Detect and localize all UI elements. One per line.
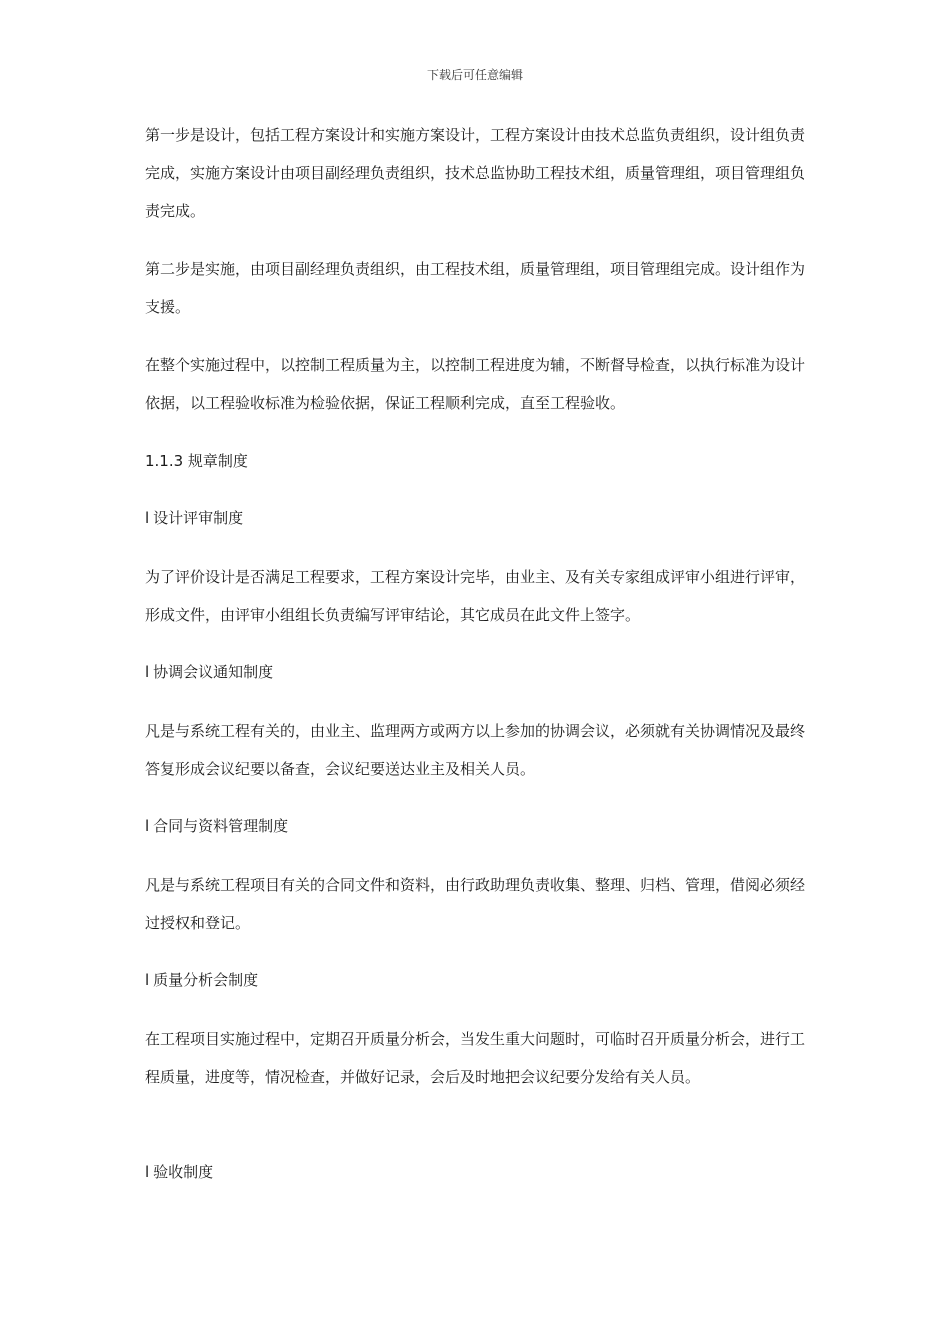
paragraph-design-step: 第一步是设计，包括工程方案设计和实施方案设计，工程方案设计由技术总监负责组织，设计组负责完成，实施方案设计由项目副经理负责组织，技术总监协助工程技术组，质量管理组，项目管理组负责完成。 <box>145 126 806 220</box>
bullet-title: 协调会议通知制度 <box>153 663 274 681</box>
bullet-title: 合同与资料管理制度 <box>153 817 289 835</box>
bullet-heading-coordination-meeting <box>145 653 273 691</box>
bullet-marker: l <box>145 971 150 989</box>
paragraph-coordination-meeting: 凡是与系统工程有关的，由业主、监理两方或两方以上参加的协调会议，必须就有关协调情况及最终答复形成会议纪要以备查，会议纪要送达业主及相关人员。 <box>145 722 806 778</box>
bullet-heading-contract-management <box>145 807 288 845</box>
paragraph-process-control: 在整个实施过程中，以控制工程质量为主，以控制工程进度为辅，不断督导检查，以执行标准为设计依据，以工程验收标准为检验依据，保证工程顺利完成，直至工程验收。 <box>145 356 806 412</box>
bullet-marker: l <box>145 663 150 681</box>
header-note: 下载后可任意编辑 <box>426 68 523 82</box>
bullet-title: 设计评审制度 <box>153 509 244 527</box>
bullet-marker: l <box>145 817 150 835</box>
paragraph-quality-analysis: 在工程项目实施过程中，定期召开质量分析会，当发生重大问题时，可临时召开质量分析会，进行工程质量，进度等，情况检查，并做好记录，会后及时地把会议纪要分发给有关人员。 <box>145 1030 806 1086</box>
bullet-marker: l <box>145 509 150 527</box>
bullet-heading-design-review <box>145 499 243 537</box>
paragraph-implementation-step: 第二步是实施，由项目副经理负责组织，由工程技术组，质量管理组，项目管理组完成。设计组作为支援。 <box>145 260 806 316</box>
bullet-title: 验收制度 <box>153 1163 214 1181</box>
bullet-heading-acceptance <box>145 1153 213 1191</box>
paragraph-design-review: 为了评价设计是否满足工程要求，工程方案设计完毕，由业主、及有关专家组成评审小组进行评审，形成文件，由评审小组组长负责编写评审结论，其它成员在此文件上签字。 <box>145 568 806 624</box>
section-heading: 1.1.3 规章制度 <box>145 452 248 470</box>
bullet-heading-quality-analysis <box>145 961 258 999</box>
paragraph-contract-management: 凡是与系统工程项目有关的合同文件和资料，由行政助理负责收集、整理、归档、管理，借阅必须经过授权和登记。 <box>145 876 806 932</box>
bullet-marker: l <box>145 1163 150 1181</box>
bullet-title: 质量分析会制度 <box>153 971 259 989</box>
